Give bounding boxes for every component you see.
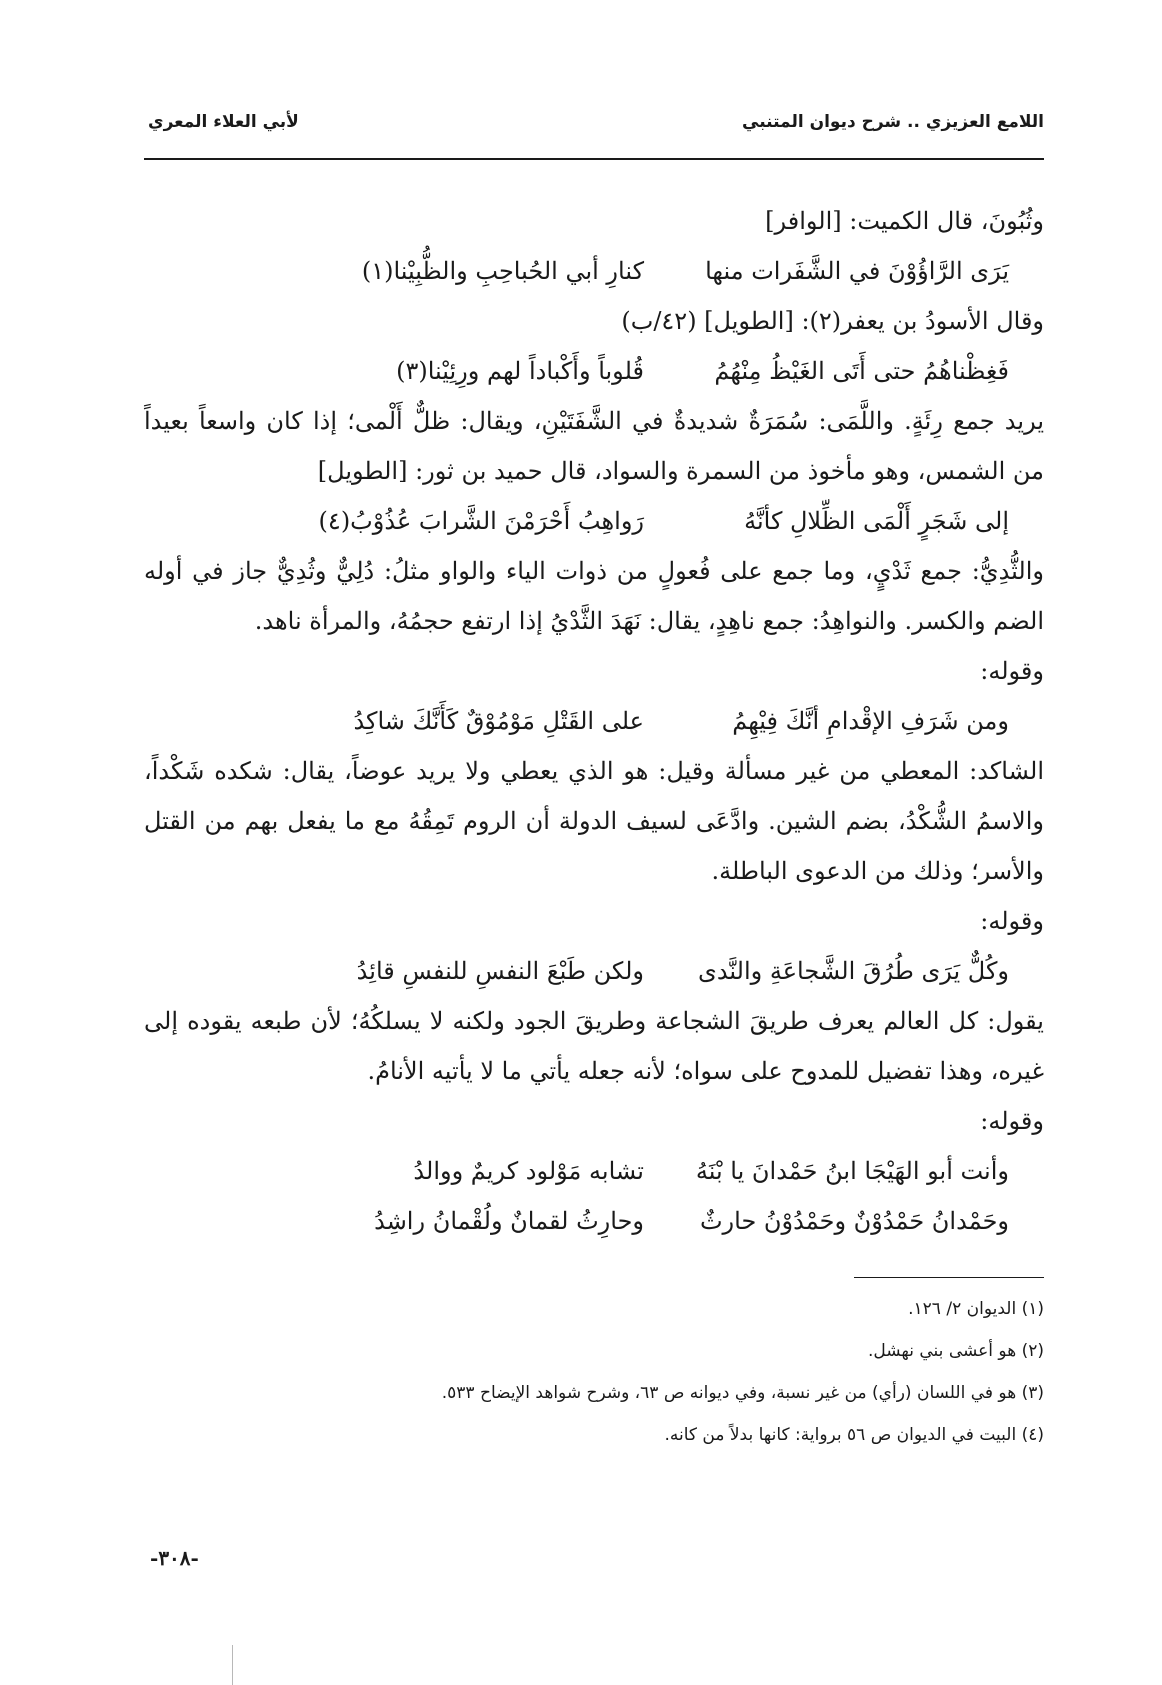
verse-second-hemistich: قُلوباً وأَكْباداً لهم ورِئِيْنا(٣) <box>396 357 644 385</box>
verse-line <box>144 496 1044 546</box>
footnote-rule <box>854 1277 1044 1278</box>
verse-second-hemistich: تشابه مَوْلود كريمٌ ووالدُ <box>413 1157 644 1185</box>
verse-second-hemistich: ولكن طَبْعَ النفسِ للنفسِ قائِدُ <box>356 957 644 985</box>
scan-margin-line <box>232 1645 233 1685</box>
verse-line <box>144 946 1044 996</box>
text-line: وقوله: <box>980 657 1044 685</box>
text-paragraph: والثُّدِيُّ: جمع ثَدْيٍ، وما جمع على فُعولٍ من ذوات الياء والواو مثلُ: دُلِيٌّ وثُدِيٌّ جاز في أوله الضم والكسر. والنواهِدُ: جمع ناهِدٍ، يقال: نَهَدَ الثَّدْيُ إذا ارتفع حجمُهُ، والمرأة ناهد. <box>144 557 1044 635</box>
footnote: (٤) البيت في الديوان ص ٥٦ برواية: كانها بدلاً من كانه. <box>664 1425 1044 1445</box>
text-paragraph: يريد جمع رِئَةٍ. واللَّمَى: سُمَرَةٌ شديدةٌ في الشَّفَتَيْنِ، ويقال: ظلٌّ أَلْمى؛ إذا كان واسعاً بعيداً من الشمس، وهو مأخوذ من السمرة والسواد، قال حميد بن ثور: [الطويل] <box>144 407 1044 485</box>
text-paragraph: يقول: كل العالم يعرف طريقَ الشجاعة وطريقَ الجود ولكنه لا يسلكُهُ؛ لأن طبعه يقوده إلى غيره، وهذا تفضيل للمدوح على سواه؛ لأنه جعله يأتي ما لا يأتيه الأنامُ. <box>144 1007 1044 1085</box>
text-line: وقال الأسودُ بن يعفر(٢): [الطويل] (٤٢/ب) <box>621 307 1044 335</box>
header-rule <box>144 158 1044 160</box>
footnotes <box>144 1288 1044 1456</box>
verse-first-hemistich: وحَمْدانُ حَمْدُوْنٌ وحَمْدُوْنُ حارثٌ <box>699 1207 1009 1235</box>
verse-first-hemistich: وكُلٌّ يَرَى طُرُقَ الشَّجاعَةِ والنَّدى <box>698 957 1009 985</box>
verse-first-hemistich: يَرَى الرَّاؤُوْنَ في الشَّفَرات منها <box>705 257 1009 285</box>
text-paragraph: الشاكد: المعطي من غير مسألة وقيل: هو الذي يعطي ولا يريد عوضاً، يقال: شكده شَكْداً، والاسمُ الشُّكْدُ، بضم الشين. وادَّعَى لسيف الدولة أن الروم تَمِقُهُ مع ما يفعل بهم من القتل والأسر؛ وذلك من الدعوى الباطلة. <box>144 757 1044 885</box>
verse-second-hemistich: وحارِثُ لقمانٌ ولُقْمانُ راشِدُ <box>374 1207 644 1235</box>
verse-second-hemistich: على القَتْلِ مَوْمُوْقٌ كَأَنَّكَ شاكِدُ <box>353 707 644 735</box>
verse-line <box>144 1196 1044 1246</box>
verse-second-hemistich: كنارِ أبي الحُباحِبِ والظُّبِيْنا(١) <box>361 257 644 285</box>
page-number: -٣٠٨- <box>150 1546 199 1570</box>
footnote: (٢) هو أعشى بني نهشل. <box>867 1341 1044 1361</box>
text-line: وقوله: <box>980 1107 1044 1135</box>
text-line: وثُبُونَ، قال الكميت: [الوافر] <box>765 207 1044 235</box>
main-text <box>144 196 1044 1246</box>
running-header-title: اللامع العزيزي .. شرح ديوان المتنبي <box>742 112 1044 132</box>
verse-first-hemistich: فَغِظْناهُمُ حتى أَتَى الغَيْظُ مِنْهُمُ <box>714 357 1009 385</box>
verse-first-hemistich: إلى شَجَرٍ أَلْمَى الظِّلالِ كأنَّهُ <box>744 507 1009 535</box>
verse-line <box>144 346 1044 396</box>
verse-line <box>144 246 1044 296</box>
running-header-author: لأبي العلاء المعري <box>148 112 299 132</box>
verse-line <box>144 1146 1044 1196</box>
footnote: (١) الديوان ٢/ ١٢٦. <box>908 1299 1044 1319</box>
text-line: وقوله: <box>980 907 1044 935</box>
verse-first-hemistich: ومن شَرَفِ الإقْدامِ أنَّكَ فِيْهِمُ <box>732 707 1009 735</box>
verse-first-hemistich: وأنت أبو الهَيْجَا ابنُ حَمْدانَ يا بْنَهُ <box>695 1157 1009 1185</box>
verse-second-hemistich: رَواهِبُ أَحْرَمْنَ الشَّرابَ عُذُوْبُ(٤) <box>318 507 644 535</box>
verse-line <box>144 696 1044 746</box>
footnote: (٣) هو في اللسان (رأي) من غير نسبة، وفي ديوانه ص ٦٣، وشرح شواهد الإيضاح ٥٣٣. <box>441 1383 1044 1403</box>
